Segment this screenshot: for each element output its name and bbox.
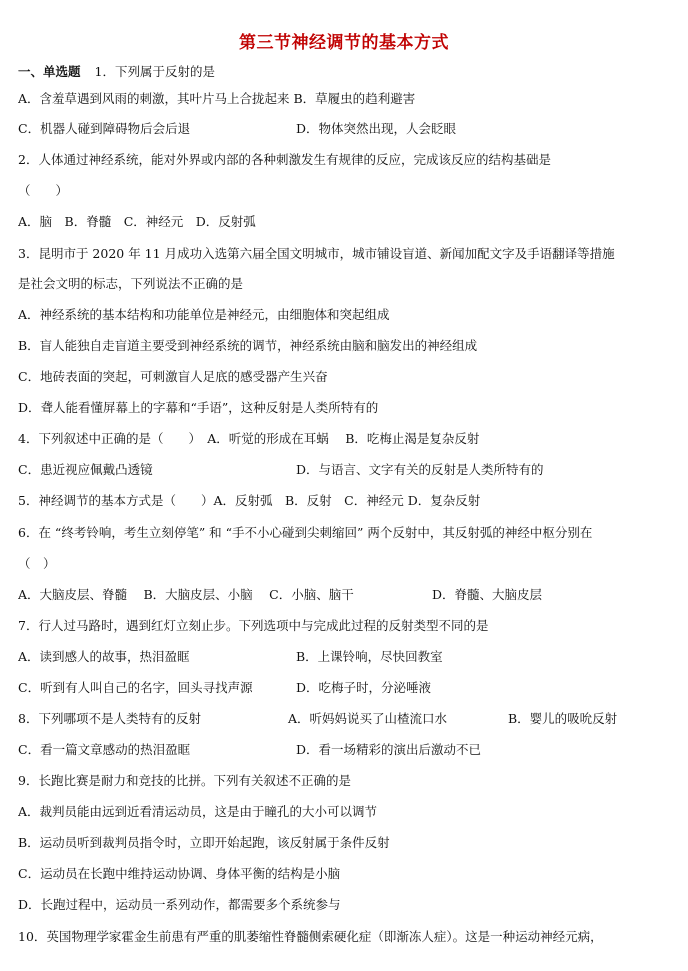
question-4-option-d: D．与语言、文字有关的反射是人类所特有的 [296,462,544,477]
question-3-option-d: D．聋人能看懂屏幕上的字幕和“手语”，这种反射是人类所特有的 [18,400,379,415]
document-title: 第三节神经调节的基本方式 [239,33,449,53]
question-1-options-ab: A．含羞草遇到风雨的刺激，其叶片马上合拢起来 B．草履虫的趋利避害 [18,91,416,106]
question-1-option-c: C．机器人碰到障碍物后会后退 [18,121,191,136]
question-6-options-abc: A．大脑皮层、脊髓 B．大脑皮层、小脑 C．小脑、脑干 [18,587,354,602]
question-2-blank: （ ） [18,183,69,198]
question-2-stem: 2．人体通过神经系统，能对外界或内部的各种刺激发生有规律的反应，完成该反应的结构基础是 [18,152,551,167]
question-9-option-d: D．长跑过程中，运动员一系列动作，都需要多个系统参与 [18,897,341,912]
question-1-line [18,63,678,81]
question-2-options: A．脑 B．脊髓 C．神经元 D．反射弧 [18,214,256,229]
question-8-option-a: A．听妈妈说买了山楂流口水 [288,711,448,726]
question-3-stem: 3．昆明市于 2020 年 11 月成功入选第六届全国文明城市，城市铺设盲道、新闻加配文字及手语翻译等措施 [18,246,615,261]
question-3-option-a: A．神经系统的基本结构和功能单位是神经元，由细胞体和突起组成 [18,307,390,322]
question-8-option-d: D．看一场精彩的演出后激动不已 [296,742,482,757]
question-9-stem: 9．长跑比赛是耐力和竞技的比拼。下列有关叙述不正确的是 [18,773,351,788]
question-7-option-a: A．读到感人的故事，热泪盈眶 [18,649,190,664]
question-10-stem: 10．英国物理学家霍金生前患有严重的肌萎缩性脊髓侧索硬化症（即渐冻人症）。这是一种运动神经元病， [18,929,603,944]
question-8-option-b: B．婴儿的吸吮反射 [508,711,618,726]
question-1-option-d: D．物体突然出现，人会眨眼 [296,121,457,136]
question-4-options-cd [18,461,678,479]
question-1-options-cd [18,120,678,138]
question-8-option-c: C．看一篇文章感动的热泪盈眶 [18,742,191,757]
question-3-option-b: B．盲人能独自走盲道主要受到神经系统的调节，神经系统由脑和脑发出的神经组成 [18,338,478,353]
question-7-option-d: D．吃梅子时，分泌唾液 [296,680,432,695]
question-7-options-ab [18,648,678,666]
question-6-options [18,586,678,604]
question-7-option-b: B．上课铃响，尽快回教室 [296,649,443,664]
question-8-options-cd [18,741,678,759]
question-3-stem-cont: 是社会文明的标志，下列说法不正确的是 [18,276,244,291]
question-9-option-a: A．裁判员能由远到近看清运动员，这是由于瞳孔的大小可以调节 [18,804,378,819]
question-9-option-b: B．运动员听到裁判员指令时，立即开始起跑，该反射属于条件反射 [18,835,390,850]
question-6-stem: 6．在 “终考铃响，考生立刻停笔” 和 “手不小心碰到尖刺缩回” 两个反射中，其反射弧的神经中枢分别在 [18,525,593,540]
question-7-options-cd [18,679,678,697]
question-7-stem: 7．行人过马路时，遇到红灯立刻止步。下列选项中与完成此过程的反射类型不同的是 [18,618,489,633]
question-4-option-c: C．患近视应佩戴凸透镜 [18,462,153,477]
question-6-option-d: D．脊髓、大脑皮层 [432,587,543,602]
question-9-option-c: C．运动员在长跑中维持运动协调、身体平衡的结构是小脑 [18,866,341,881]
question-7-option-c: C．听到有人叫自己的名字，回头寻找声源 [18,680,253,695]
question-5-line: 5．神经调节的基本方式是（ ）A．反射弧 B．反射 C．神经元 D．复杂反射 [18,493,481,508]
question-3-option-c: C．地砖表面的突起，可刺激盲人足底的感受器产生兴奋 [18,369,328,384]
question-6-blank: （ ） [18,556,56,571]
question-4-stem: 4．下列叙述中正确的是（ ） A．听觉的形成在耳蜗 B．吃梅止渴是复杂反射 [18,431,480,446]
question-1-stem: 1．下列属于反射的是 [94,64,215,79]
section-heading: 一、单选题 [18,64,81,79]
question-8-stem: 8．下列哪项不是人类特有的反射 [18,711,201,726]
question-8-stem-line [18,710,678,728]
